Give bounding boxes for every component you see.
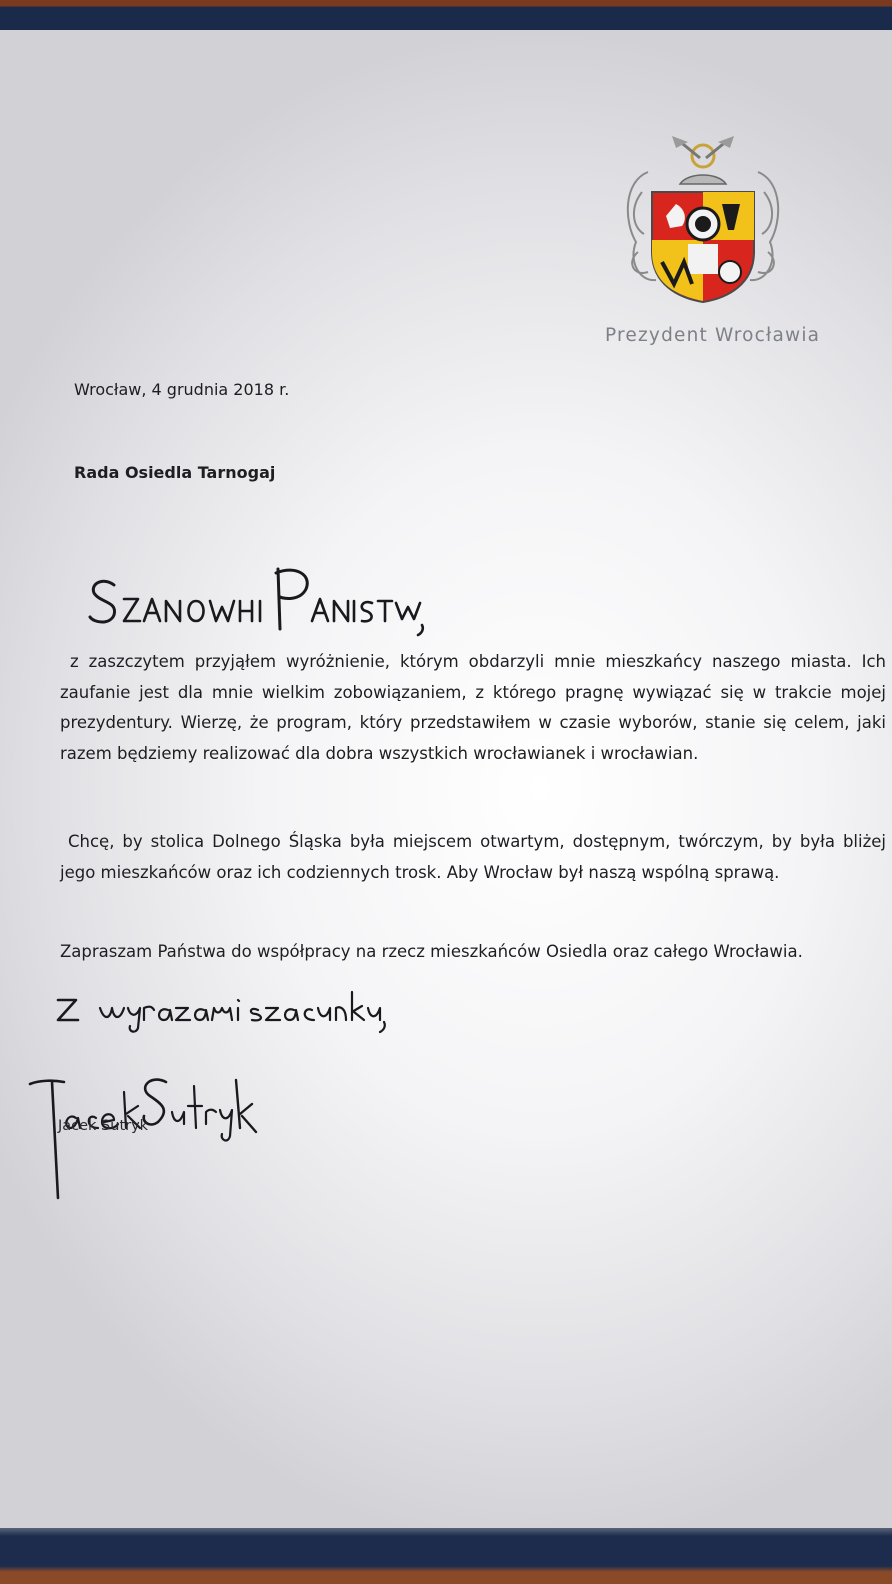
letter-paragraph-3: Zapraszam Państwa do współpracy na rzecz mieszkańców Osiedla oraz całego Wrocławia. xyxy=(60,942,803,961)
letter-paragraph-1: z zaszczytem przyjąłem wyróżnienie, którym obdarzyli mnie mieszkańcy naszego miasta. Ich zaufanie jest dla mnie wielkim zobowiązaniem, z którego pragnę wywiązać się w trakcie mojej prezydentury. Wierzę, że program, który przedstawiłem w czasie wyborów, stanie się celem, jaki razem będziemy realizować dla dobra wszystkich wrocławianek i wrocławian. xyxy=(60,652,886,763)
letter-paragraph-2: Chcę, by stolica Dolnego Śląska była miejscem otwartym, dostępnym, twórczym, by była bliżej jego mieszkańców oraz ich codziennych trosk. Aby Wrocław był naszą wspólną sprawą. xyxy=(60,832,886,882)
photo-background-bottom xyxy=(0,1528,892,1584)
letterhead-issuer: Prezydent Wrocławia xyxy=(605,325,821,346)
handwritten-closing xyxy=(52,986,388,1036)
signer-name: Jacek Sutryk xyxy=(58,1118,149,1134)
letter-recipient: Rada Osiedla Tarnogaj xyxy=(74,463,276,482)
wroclaw-coat-of-arms xyxy=(618,112,788,308)
crest-shield xyxy=(652,192,754,302)
handwritten-salutation xyxy=(86,563,426,635)
crest-crown xyxy=(672,136,734,184)
letter-date: Wrocław, 4 grudnia 2018 r. xyxy=(74,380,290,399)
